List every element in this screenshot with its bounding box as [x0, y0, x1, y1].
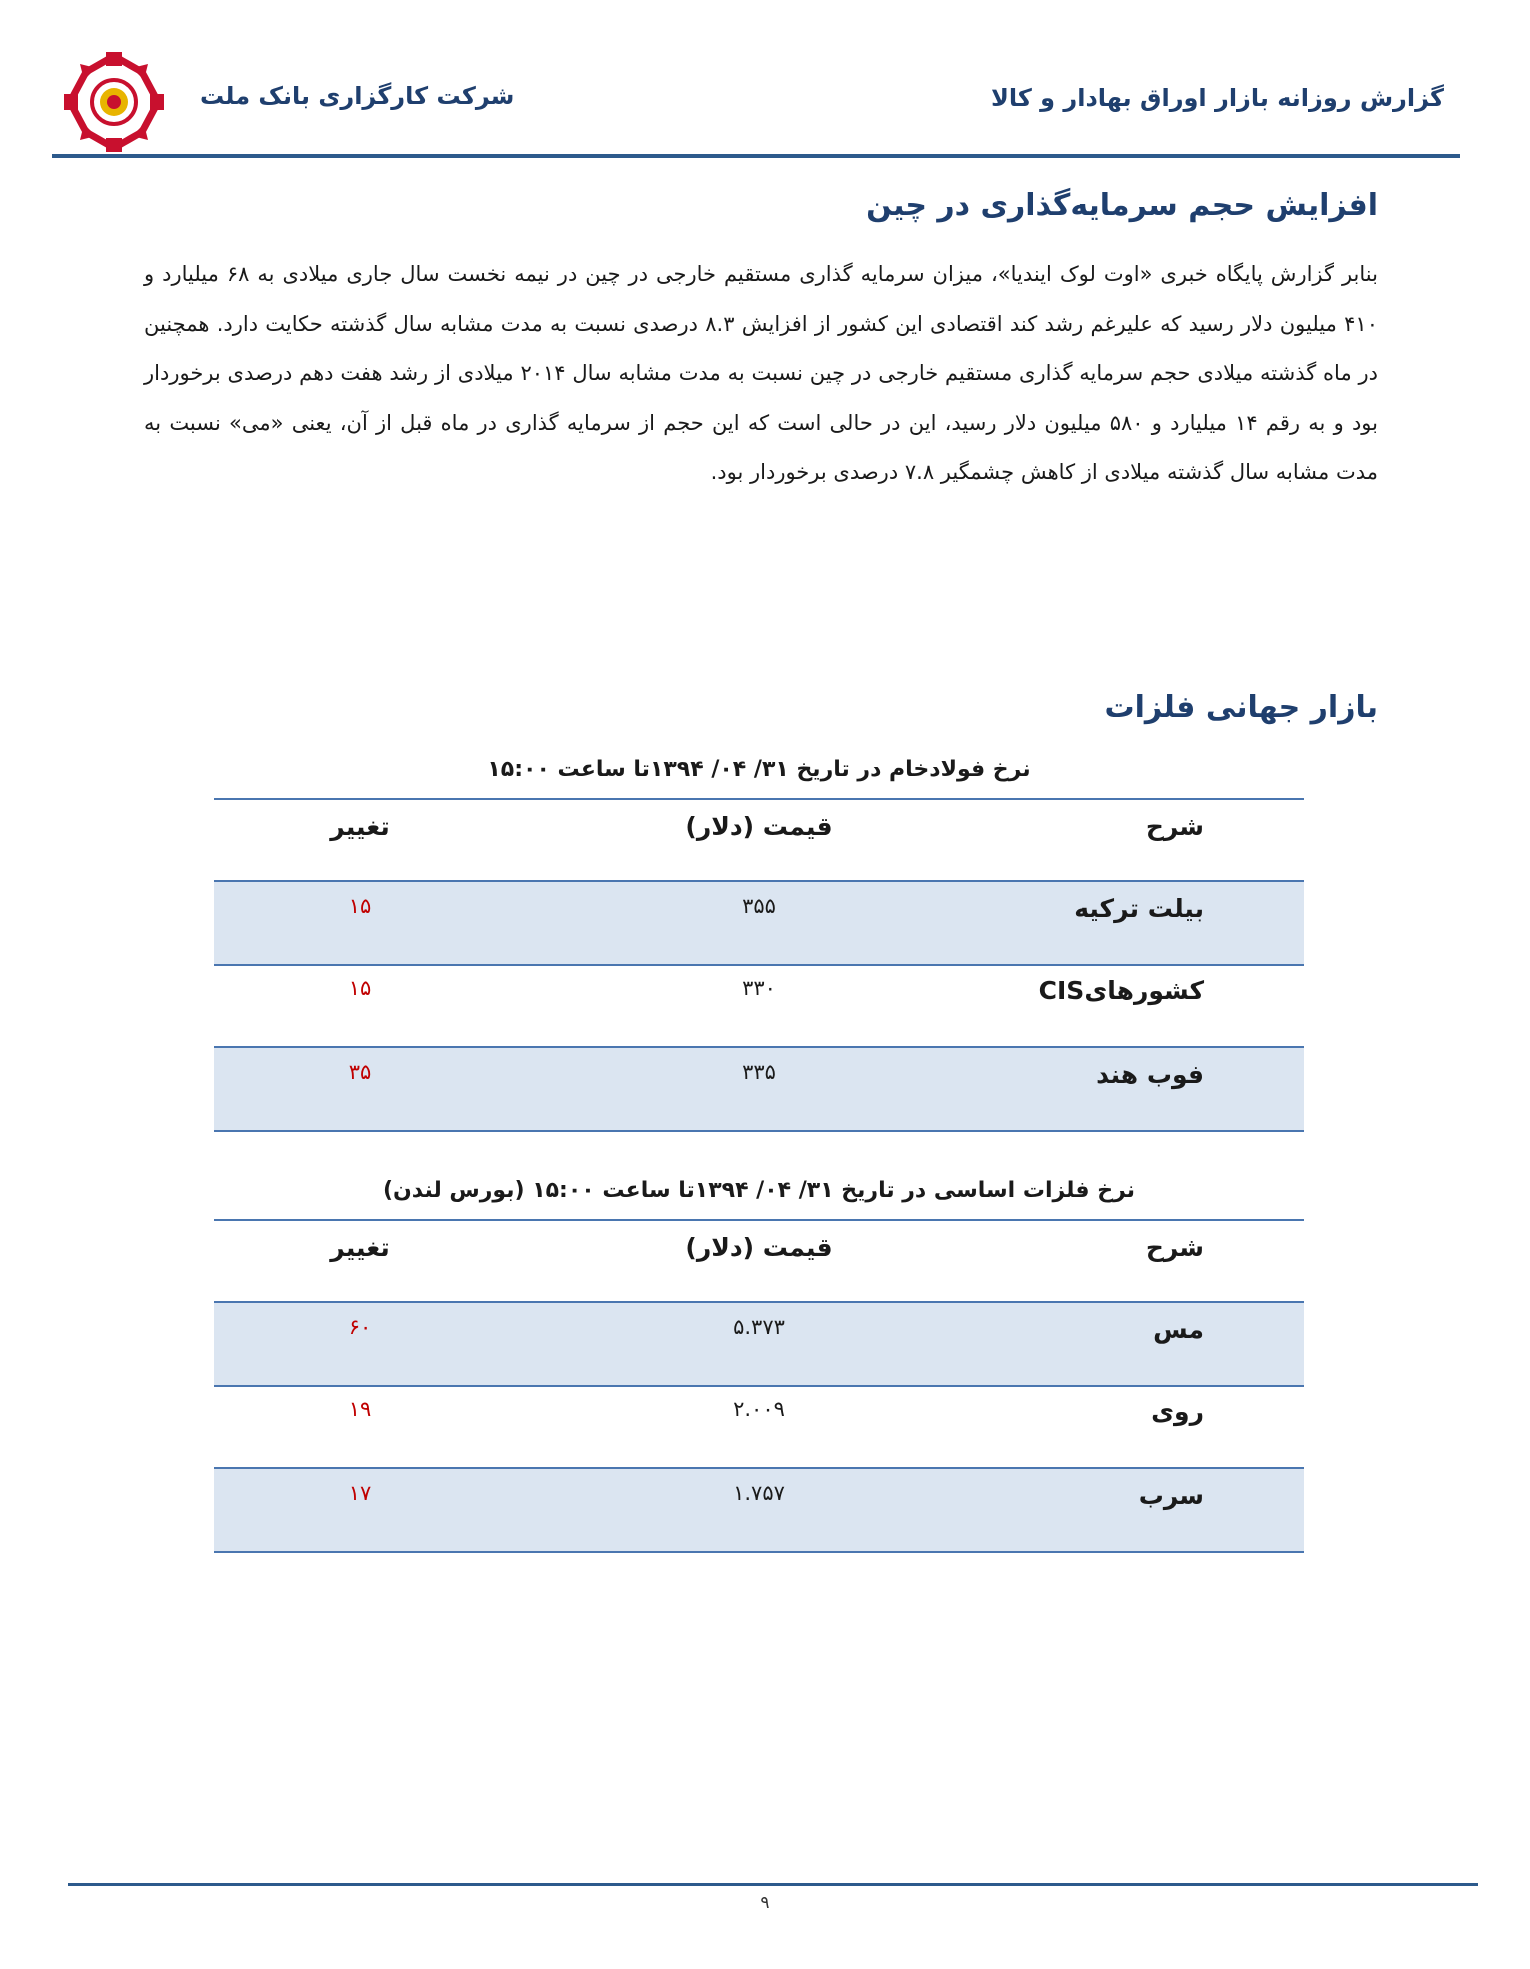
- header-desc: شرح: [1145, 1233, 1204, 1262]
- row-change: ۶۰: [348, 1315, 372, 1339]
- table-row: [214, 1301, 1304, 1387]
- row-desc: مس: [1153, 1315, 1204, 1344]
- section-title-china-investment: افزایش حجم سرمایه‌گذاری در چین: [866, 188, 1378, 223]
- steel-price-table: [214, 798, 1304, 1134]
- footer-divider: [68, 1883, 1478, 1886]
- company-logo: [62, 50, 166, 154]
- row-change: ۱۷: [348, 1481, 372, 1505]
- header-change: تغییر: [330, 1233, 390, 1262]
- table-row: [214, 1046, 1304, 1132]
- row-desc: بیلت ترکیه: [1074, 894, 1204, 923]
- row-price: ۱.۷۵۷: [733, 1481, 785, 1505]
- row-desc: روی: [1151, 1397, 1204, 1426]
- base-metals-table: [214, 1219, 1304, 1555]
- row-desc: سرب: [1138, 1481, 1204, 1510]
- page-number: ۹: [760, 1893, 770, 1913]
- table-row: [214, 1385, 1304, 1467]
- table-row: [214, 964, 1304, 1046]
- header-price: قیمت (دلار): [685, 1233, 833, 1262]
- row-change: ۱۹: [348, 1397, 372, 1421]
- row-price: ۵.۳۷۳: [733, 1315, 785, 1339]
- row-change: ۱۵: [348, 894, 372, 918]
- article-paragraph: بنابر گزارش پایگاه خبری «اوت لوک ایندیا»، میزان سرمایه گذاری مستقیم خارجی در چین در نیمه نخست سال جاری میلادی به ۶۸ میلیارد و ۴۱۰ میلیون دلار رسید که علیرغم رشد کند اقتصادی این کشور از افزایش ۸.۳ درصدی نسبت به مدت مشابه سال گذشته حکایت دارد. همچنین در ماه گذشته میلادی حجم سرمایه گذاری مستقیم خارجی در چین نسبت به مدت مشابه سال ۲۰۱۴ میلادی از رشد هفت دهم درصدی برخوردار بود و به رقم ۱۴ میلیارد و ۵۸۰ میلیون دلار رسید، این در حالی است که این حجم از سرمایه گذاری در ماه قبل از آن، یعنی «می» نسبت به مدت مشابه سال گذشته میلادی از کاهش چشمگیر ۷.۸ درصدی برخوردار بود.: [144, 262, 1378, 484]
- section-title-metals-market: بازار جهانی فلزات: [1104, 690, 1378, 725]
- table-row: [214, 1467, 1304, 1553]
- table-header-row: [214, 1221, 1304, 1301]
- row-price: ۳۳۰: [742, 976, 776, 1000]
- header-change: تغییر: [330, 812, 390, 841]
- report-title: گزارش روزانه بازار اوراق بهادار و کالا: [990, 84, 1444, 112]
- row-desc: کشورهایCIS: [1038, 976, 1204, 1005]
- company-name: شرکت کارگزاری بانک ملت: [200, 82, 515, 110]
- row-price: ۳۳۵: [742, 1060, 776, 1084]
- row-change: ۳۵: [348, 1060, 372, 1084]
- header-desc: شرح: [1145, 812, 1204, 841]
- row-price: ۳۵۵: [742, 894, 776, 918]
- table-row: [214, 880, 1304, 966]
- table-caption-base-metals: نرخ فلزات اساسی در تاریخ ۳۱/ ۰۴/ ۱۳۹۴تا ساعت ۱۵:۰۰ (بورس لندن): [382, 1178, 1136, 1203]
- row-desc: فوب هند: [1096, 1060, 1204, 1089]
- header-price: قیمت (دلار): [685, 812, 833, 841]
- table-header-row: [214, 800, 1304, 880]
- row-change: ۱۵: [348, 976, 372, 1000]
- header-divider: [52, 154, 1460, 158]
- table-caption-steel: نرخ فولادخام در تاریخ ۳۱/ ۰۴/ ۱۳۹۴تا ساعت ۱۵:۰۰: [487, 757, 1031, 782]
- row-price: ۲.۰۰۹: [733, 1397, 785, 1421]
